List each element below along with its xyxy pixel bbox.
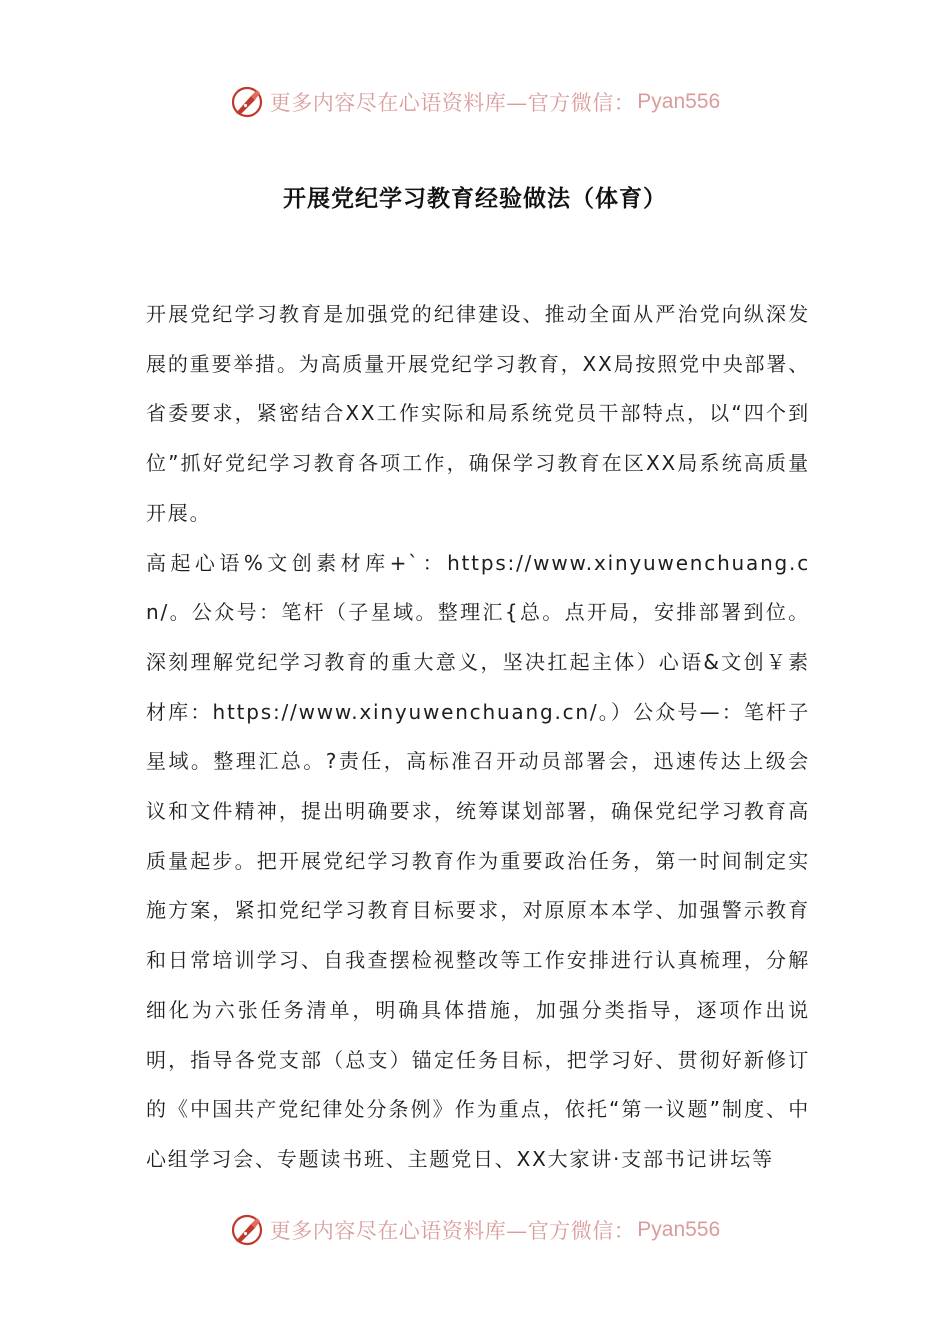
document-body xyxy=(146,290,810,1185)
paragraph: 高起心语%文创素材库+`：https://www.xinyuwenchuang.cn/。公众号：笔杆（子星域。整理汇{总。点开局，安排部署到位。深刻理解党纪学习教育的重大意义，坚决扛起主体）心语&文创￥素材库：https://www.xinyuwenchuang.cn/。）公众号—：笔杆子星域。整理汇总。?责任，高标准召开动员部署会，迅速传达上级会议和文件精神，提出明确要求，统筹谋划部署，确保党纪学习教育高质量起步。把开展党纪学习教育作为重要政治任务，第一时间制定实施方案，紧扣党纪学习教育目标要求，对原原本本学、加强警示教育和日常培训学习、自我查摆检视整改等工作安排进行认真梳理，分解细化为六张任务清单，明确具体措施，加强分类指导，逐项作出说明，指导各党支部（总支）锚定任务目标，把学习好、贯彻好新修订的《中国共产党纪律处分条例》作为重点，依托“第一议题”制度、中心组学习会、专题读书班、主题党日、XX大家讲·支部书记讲坛等 xyxy=(146,550,810,1171)
footer-banner xyxy=(0,1210,950,1250)
header-banner-text: 更多内容尽在心语资料库—官方微信： xyxy=(269,91,636,115)
paragraph: 开展党纪学习教育是加强党的纪律建设、推动全面从严治党向纵深发展的重要举措。为高质量开展党纪学习教育，XX局按照党中央部署、省委要求，紧密结合XX工作实际和局系统党员干部特点，以“四个到位”抓好党纪学习教育各项工作，确保学习教育在区XX局系统高质量开展。 xyxy=(146,302,810,525)
header-banner xyxy=(0,82,950,122)
header-banner-handle: Pyan556 xyxy=(637,90,721,113)
document-title: 开展党纪学习教育经验做法（体育） xyxy=(283,185,667,212)
pen-nib-logo-icon xyxy=(230,1213,264,1247)
footer-banner-text: 更多内容尽在心语资料库—官方微信： xyxy=(269,1219,636,1243)
footer-banner-handle: Pyan556 xyxy=(637,1218,721,1241)
pen-nib-logo-icon xyxy=(230,85,264,119)
